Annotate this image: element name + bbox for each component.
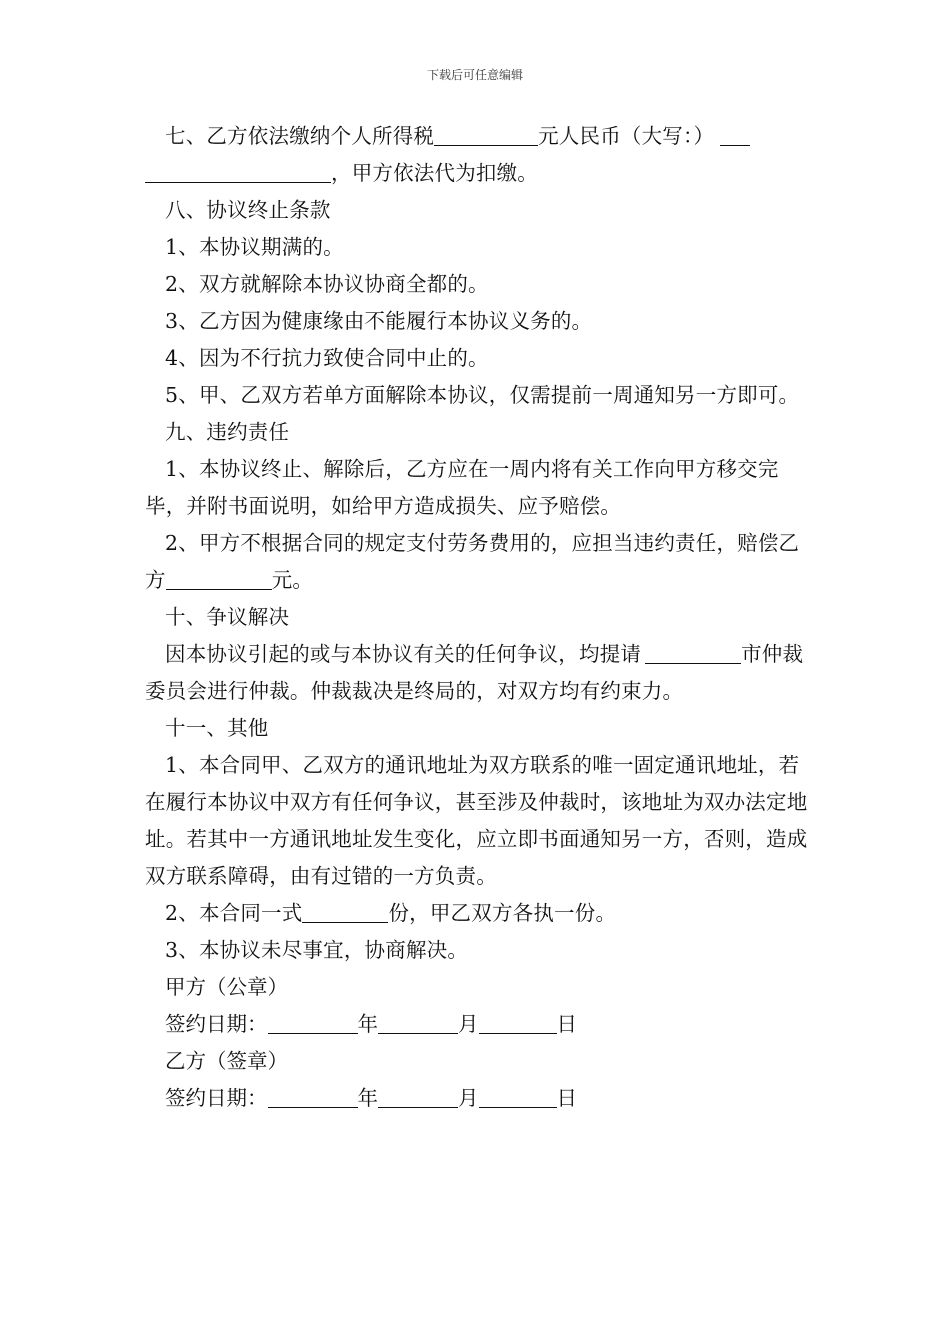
clause-7-text-b: 元人民币（大写：） [538,124,715,148]
compensation-blank [166,567,272,590]
clause-7 [145,118,810,192]
year-blank [268,1011,358,1034]
section-10-body [145,636,810,710]
day-label: 日 [556,1086,577,1110]
section-9-item-2-text-a: 2、甲方不根据合同的规定支付劳务费用的，应担当违约责任，赔偿乙方 [145,531,800,592]
section-8-item-5: 5、甲、乙双方若单方面解除本协议，仅需提前一周通知另一方即可。 [165,383,800,407]
section-8-title: 八、协议终止条款 [165,198,331,222]
party-b-seal: 乙方（签章） [165,1049,288,1073]
tax-uppercase-blank-b [145,160,331,183]
party-b-sign-date [145,1080,810,1117]
section-11-item-3: 3、本协议未尽事宜，协商解决。 [165,938,469,962]
month-label: 月 [458,1012,479,1036]
clause-7-text-a: 七、乙方依法缴纳个人所得税 [165,124,435,148]
clause-7-text-c: ，甲方依法代为扣缴。 [331,161,538,185]
party-a-seal: 甲方（公章） [165,975,288,999]
day-label: 日 [556,1012,577,1036]
section-11-item-1: 1、本合同甲、乙双方的通讯地址为双方联系的唯一固定通讯地址，若在履行本协议中双方有任何争议，甚至涉及仲裁时，该地址为双办法定地址。若其中一方通讯地址发生变化，应立即书面通知另一方，否则，造成双方联系障碍，由有过错的一方负责。 [145,753,808,888]
copies-blank [302,900,388,923]
month-blank [378,1085,458,1108]
section-11-item-2 [145,895,810,932]
party-a-sign-date [145,1006,810,1043]
section-9-item-2-text-b: 元。 [271,568,314,592]
year-label: 年 [357,1086,378,1110]
section-11-item-2-text-a: 2、本合同一式 [165,901,303,925]
page-header: 下载后可任意编辑 [426,68,523,82]
month-label: 月 [458,1086,479,1110]
section-9-title: 九、违约责任 [165,420,290,444]
month-blank [378,1011,458,1034]
section-9-item-1: 1、本协议终止、解除后，乙方应在一周内将有关工作向甲方移交完毕，并附书面说明，如给甲方造成损失、应予赔偿。 [145,457,779,518]
tax-amount-blank [434,123,538,146]
day-blank [479,1085,557,1108]
year-blank [268,1085,358,1108]
section-10-text-b: 市仲裁委员会进行仲裁。仲裁裁决是终局的，对双方均有约束力。 [145,642,804,703]
section-11-title: 十一、其他 [165,716,269,740]
year-label: 年 [357,1012,378,1036]
section-9-item-2 [145,525,810,599]
section-10-text-a: 因本协议引起的或与本协议有关的任何争议，均提请 [165,642,642,666]
section-8-item-2: 2、双方就解除本协议协商全都的。 [165,272,489,296]
day-blank [479,1011,557,1034]
section-8-item-3: 3、乙方因为健康缘由不能履行本协议义务的。 [165,309,593,333]
arbitration-city-blank [645,641,741,664]
document-body [145,118,810,1117]
sign-date-label: 签约日期： [165,1012,268,1036]
section-10-title: 十、争议解决 [165,605,290,629]
section-8-item-4: 4、因为不行抗力致使合同中止的。 [165,346,489,370]
section-11-item-2-text-b: 份，甲乙双方各执一份。 [388,901,617,925]
section-8-item-1: 1、本协议期满的。 [165,235,344,259]
tax-uppercase-blank-a [720,123,750,146]
sign-date-label: 签约日期： [165,1086,268,1110]
